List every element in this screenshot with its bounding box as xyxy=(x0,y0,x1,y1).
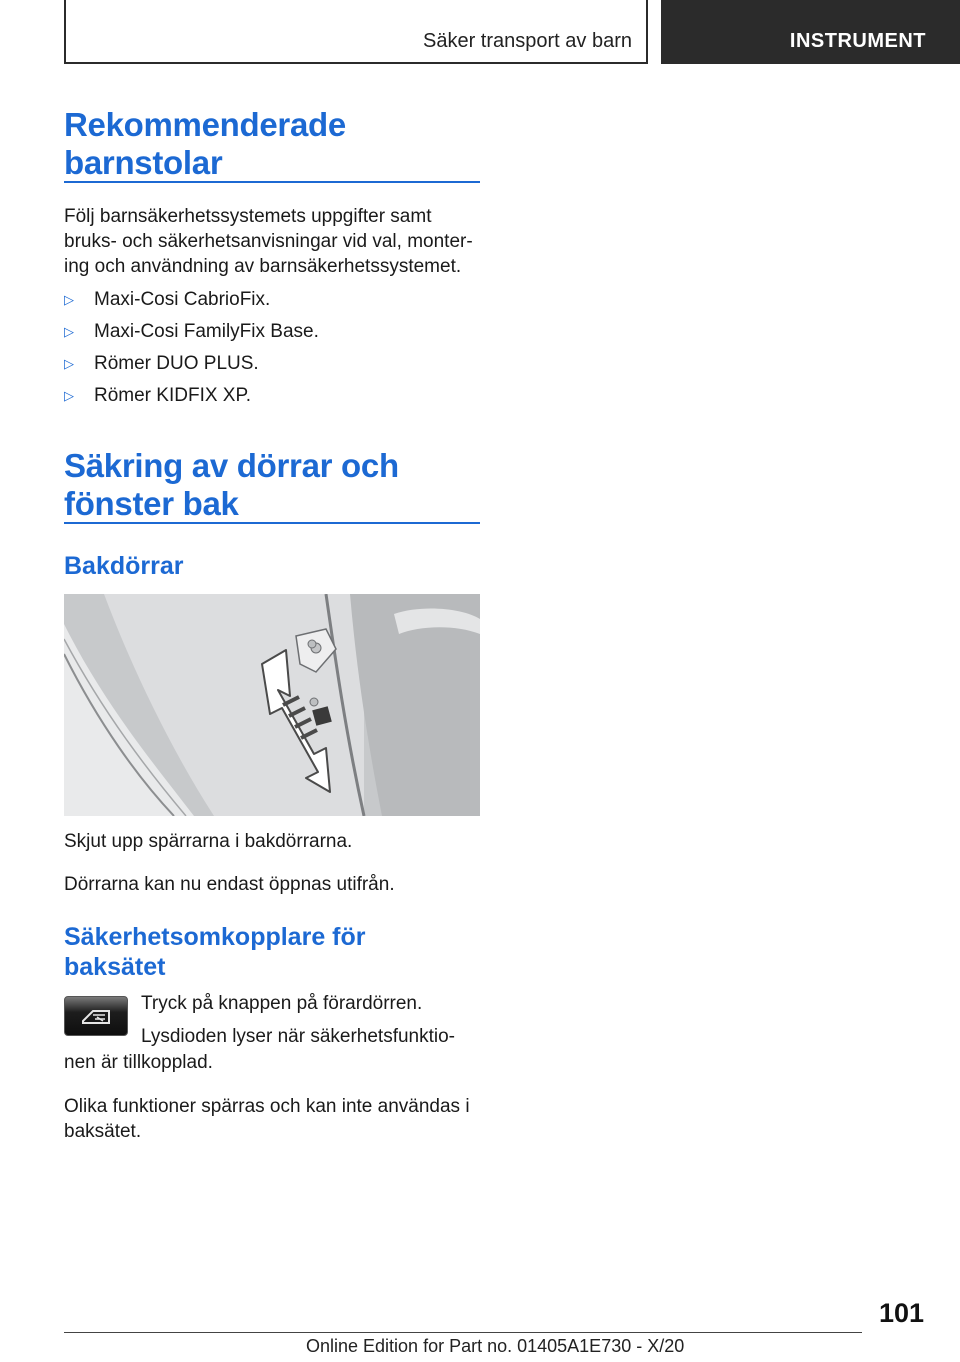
heading-line: Säkring av dörrar och xyxy=(64,447,399,484)
footer-rule xyxy=(64,1332,862,1333)
text-line: Olika funktioner spärras och kan inte användas i xyxy=(64,1096,470,1117)
heading-rekommenderade xyxy=(64,106,480,182)
footer-edition: Online Edition for Part no. 01405A1E730 - X/20 xyxy=(306,1336,685,1356)
heading-rule xyxy=(64,522,480,524)
window-lock-button-icon xyxy=(64,996,128,1036)
heading-line: fönster bak xyxy=(64,485,239,522)
subheading-bakdorrar: Bakdörrar xyxy=(64,552,184,580)
sakerhet-line-2: Lysdioden lyser när säkerhetsfunktio- xyxy=(141,1026,456,1047)
heading-rule xyxy=(64,181,480,183)
intro-paragraph xyxy=(64,204,480,279)
heading-line: Säkerhetsomkopplare för xyxy=(64,923,366,951)
heading-line: barnstolar xyxy=(64,144,223,181)
text-line: baksätet. xyxy=(64,1121,142,1142)
window-lock-icon xyxy=(65,997,127,1035)
text-line: ing och användning av barnsäkerhetssystemet. xyxy=(64,256,462,277)
list-item-text: Maxi-Cosi FamilyFix Base. xyxy=(94,321,319,342)
text-line: bruks- och säkerhetsanvisningar vid val, monter- xyxy=(64,231,473,252)
heading-sakring xyxy=(64,447,480,523)
door-lock-illustration xyxy=(64,594,480,816)
list-item-text: Maxi-Cosi CabrioFix. xyxy=(94,289,271,310)
sakerhet-line-3: nen är tillkopplad. xyxy=(64,1052,213,1073)
header-section-title: Säker transport av barn xyxy=(423,30,632,52)
triangle-bullet-icon: ▷ xyxy=(64,356,74,371)
heading-line: baksätet xyxy=(64,953,166,981)
subheading-sakerhetsomkopplare xyxy=(64,922,366,982)
header-tab-instrument[interactable] xyxy=(661,0,960,64)
bakdorrar-text-1: Skjut upp spärrarna i bakdörrarna. xyxy=(64,831,353,852)
sakerhet-paragraph xyxy=(64,1094,480,1144)
door-lock-drawing xyxy=(64,594,480,816)
heading-line: Rekommenderade xyxy=(64,106,346,143)
bakdorrar-text-2: Dörrarna kan nu endast öppnas utifrån. xyxy=(64,874,395,895)
triangle-bullet-icon: ▷ xyxy=(64,324,74,339)
sakerhet-line-1: Tryck på knappen på förardörren. xyxy=(141,993,423,1014)
list-item-text: Römer KIDFIX XP. xyxy=(94,385,251,406)
header-tab-label: INSTRUMENT xyxy=(789,30,926,52)
text-line: Följ barnsäkerhetssystemets uppgifter samt xyxy=(64,206,432,227)
list-item-text: Römer DUO PLUS. xyxy=(94,353,259,374)
triangle-bullet-icon: ▷ xyxy=(64,292,74,307)
triangle-bullet-icon: ▷ xyxy=(64,388,74,403)
page-number: 101 xyxy=(878,1298,924,1328)
header-section-box xyxy=(64,0,648,64)
